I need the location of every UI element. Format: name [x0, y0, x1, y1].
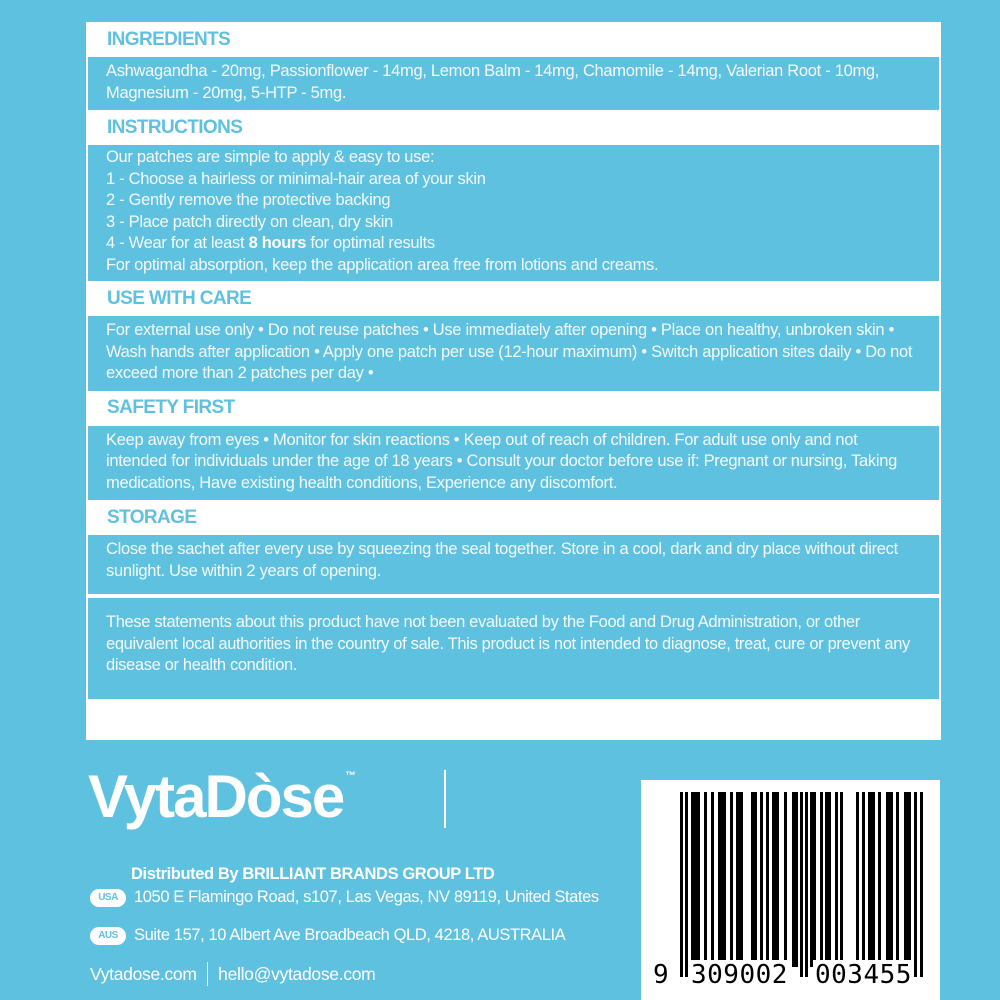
- instruction-step-2: 2 - Gently remove the protective backing: [106, 191, 391, 209]
- barcode-group-2: 003455: [815, 960, 912, 990]
- storage-body: [88, 535, 939, 594]
- section-heading-use-with-care: USE WITH CARE: [107, 287, 252, 309]
- email-link[interactable]: hello@vytadose.com: [218, 963, 376, 984]
- safety-first-text: Keep away from eyes • Monitor for skin reactions • Keep out of reach of children. For adult use only and not intended for individuals under the age of 18 years • Consult your doctor before use if: Pregnant or nursing, Taking medications, Have existing health conditions, Experience any discomfort.: [106, 430, 897, 492]
- disclaimer-text: These statements about this product have not been evaluated by the Food and Drug Administration, or other equivalent local authorities in the country of sale. This product is not intended to diagnose, treat, cure or prevent any disease or health condition.: [106, 613, 910, 674]
- step4-prefix: 4 - Wear for at least: [106, 234, 249, 252]
- section-heading-safety-first: SAFETY FIRST: [107, 397, 235, 418]
- address-aus: [90, 926, 565, 945]
- section-heading-storage: STORAGE: [107, 506, 197, 528]
- barcode-bars-icon: [680, 792, 928, 977]
- logo-divider: [444, 770, 446, 828]
- step4-suffix: for optimal results: [306, 234, 435, 252]
- use-with-care-text: For external use only • Do not reuse patches • Use immediately after opening • Place on healthy, unbroken skin • Wash hands after application • Apply one patch per use (12-hour maximum) • Switch application sites daily • Do not exceed more than 2 patches per day •: [106, 321, 913, 382]
- address-usa-text: 1050 E Flamingo Road, s107, Las Vegas, NV 89119, United States: [134, 888, 599, 906]
- address-aus-text: Suite 157, 10 Albert Ave Broadbeach QLD, 4218, AUSTRALIA: [134, 926, 566, 944]
- distributor-label: Distributed By BRILLIANT BRANDS GROUP LTD: [131, 865, 495, 883]
- instructions-body: [88, 145, 939, 281]
- fda-disclaimer: [88, 598, 939, 699]
- instructions-outro: For optimal absorption, keep the application area free from lotions and creams.: [106, 255, 659, 274]
- contact-row: [90, 962, 375, 986]
- instruction-step-4: [106, 233, 921, 255]
- instructions-intro: Our patches are simple to apply & easy to use:: [106, 148, 435, 166]
- trademark-symbol: ™: [345, 770, 356, 782]
- usa-badge-icon: USA: [90, 889, 126, 907]
- barcode-group-1: 309002: [691, 960, 788, 990]
- website-link[interactable]: Vytadose.com: [90, 963, 197, 984]
- label-panel: [86, 22, 941, 740]
- instruction-step-1: 1 - Choose a hairless or minimal-hair area of your skin: [106, 169, 486, 188]
- storage-text: Close the sachet after every use by squeezing the seal together. Store in a cool, dark and dry place without direct sunlight. Use within 2 years of opening.: [106, 540, 898, 580]
- section-heading-ingredients: INGREDIENTS: [107, 28, 231, 50]
- instruction-step-3: 3 - Place patch directly on clean, dry skin: [106, 212, 393, 231]
- address-usa: [90, 888, 599, 907]
- aus-badge-icon: AUS: [90, 927, 126, 945]
- barcode-first-digit: 9: [653, 960, 670, 990]
- safety-first-body: [88, 426, 939, 501]
- contact-divider: [207, 962, 209, 986]
- step4-emphasis: 8 hours: [248, 234, 307, 252]
- use-with-care-body: [88, 316, 939, 391]
- barcode: [641, 780, 940, 1000]
- section-heading-instructions: INSTRUCTIONS: [107, 116, 243, 138]
- ingredients-text: Ashwagandha - 20mg, Passionflower - 14mg, Lemon Balm - 14mg, Chamomile - 14mg, Valerian Root - 10mg, Magnesium - 20mg, 5-HTP - 5mg.: [106, 62, 880, 102]
- ingredients-body: [88, 57, 939, 110]
- brand-logo: VytaDòse: [88, 763, 344, 830]
